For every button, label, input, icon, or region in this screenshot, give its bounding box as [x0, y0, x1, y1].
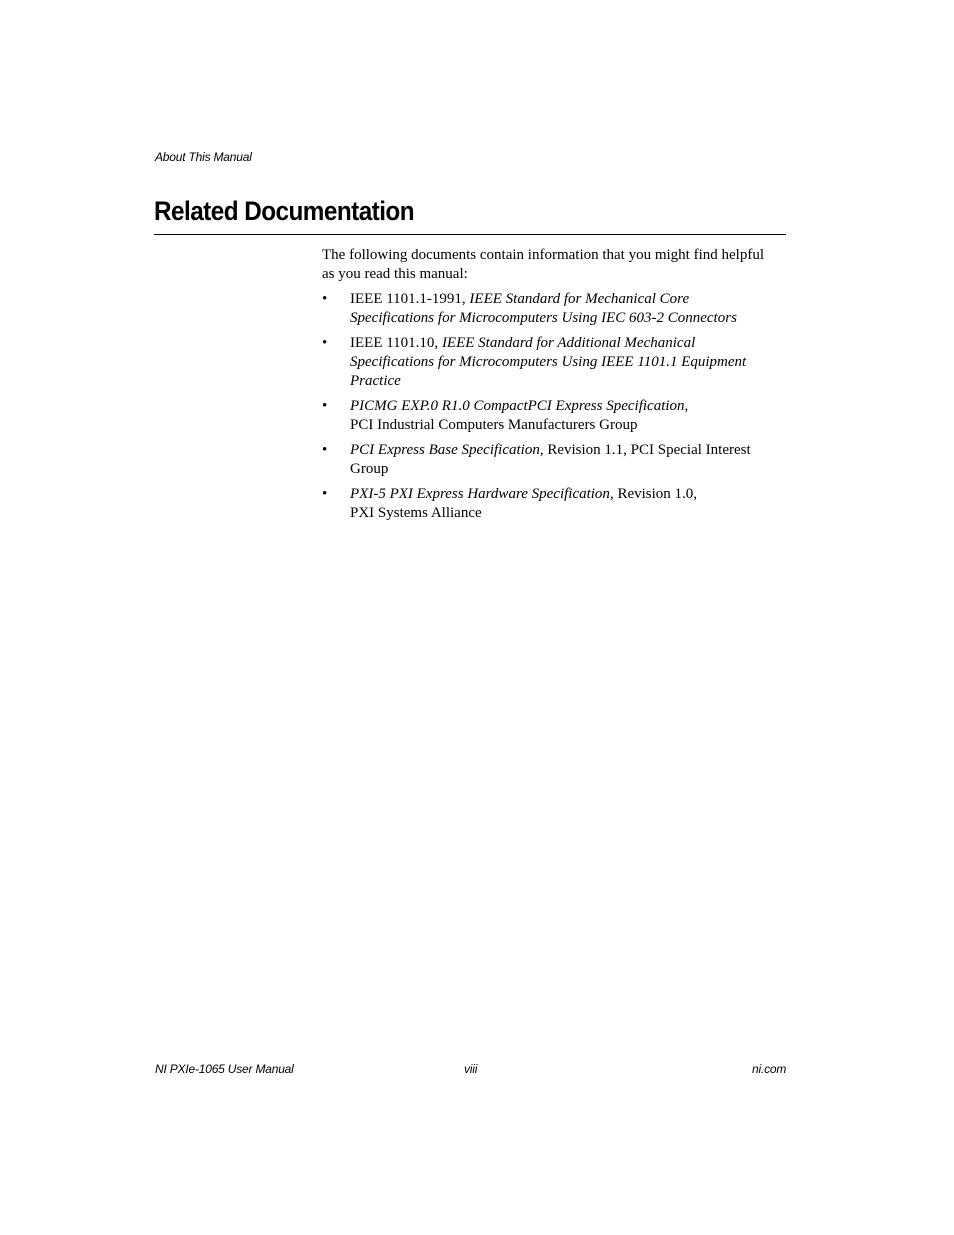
intro-paragraph — [322, 246, 788, 284]
bullet-icon: • — [322, 442, 328, 458]
doc-title-line-1: IEEE Standard for Mechanical Core — [469, 291, 690, 307]
bullet-icon: • — [322, 291, 328, 307]
doc-title: PICMG EXP.0 R1.0 CompactPCI Express Specification — [350, 398, 685, 414]
list-item-pci-express-base — [322, 441, 788, 479]
doc-lead: IEEE 1101.10, — [350, 335, 442, 351]
doc-trail: , Revision 1.0, — [609, 486, 698, 502]
footer-website: ni.com — [752, 1062, 787, 1076]
doc-lead: IEEE 1101.1-1991, — [350, 291, 470, 307]
documents-list — [322, 290, 788, 523]
doc-title-line-2: Specifications for Microcomputers Using IEEE 1101.1 Equipment — [350, 354, 747, 370]
section-title: Related Documentation — [154, 196, 415, 226]
running-header: About This Manual — [155, 150, 252, 164]
intro-line-1: The following documents contain information that you might find helpful — [322, 247, 765, 263]
bullet-icon: • — [322, 335, 328, 351]
doc-title: PXI-5 PXI Express Hardware Specification — [350, 486, 610, 502]
bullet-icon: • — [322, 398, 328, 414]
doc-publisher: PCI Industrial Computers Manufacturers Group — [350, 417, 638, 433]
footer-manual-title: NI PXIe-1065 User Manual — [155, 1062, 294, 1076]
footer-page-number: viii — [464, 1062, 478, 1076]
body-column — [322, 246, 788, 529]
doc-title-line-3: Practice — [350, 373, 401, 389]
intro-line-2: as you read this manual: — [322, 266, 468, 282]
list-item-ieee-1101-1 — [322, 290, 788, 328]
doc-title-line-2: Specifications for Microcomputers Using IEC 603-2 Connectors — [350, 310, 737, 326]
doc-publisher: Group — [350, 461, 389, 477]
list-item-pxi-5 — [322, 485, 788, 523]
title-rule — [154, 234, 786, 235]
doc-title-line-1: IEEE Standard for Additional Mechanical — [441, 335, 696, 351]
list-item-picmg — [322, 397, 788, 435]
doc-trail: , — [684, 398, 689, 414]
list-item-ieee-1101-10 — [322, 334, 788, 391]
doc-title: PCI Express Base Specification — [350, 442, 540, 458]
doc-trail: , Revision 1.1, PCI Special Interest — [539, 442, 751, 458]
bullet-icon: • — [322, 486, 328, 502]
doc-publisher: PXI Systems Alliance — [350, 505, 482, 521]
